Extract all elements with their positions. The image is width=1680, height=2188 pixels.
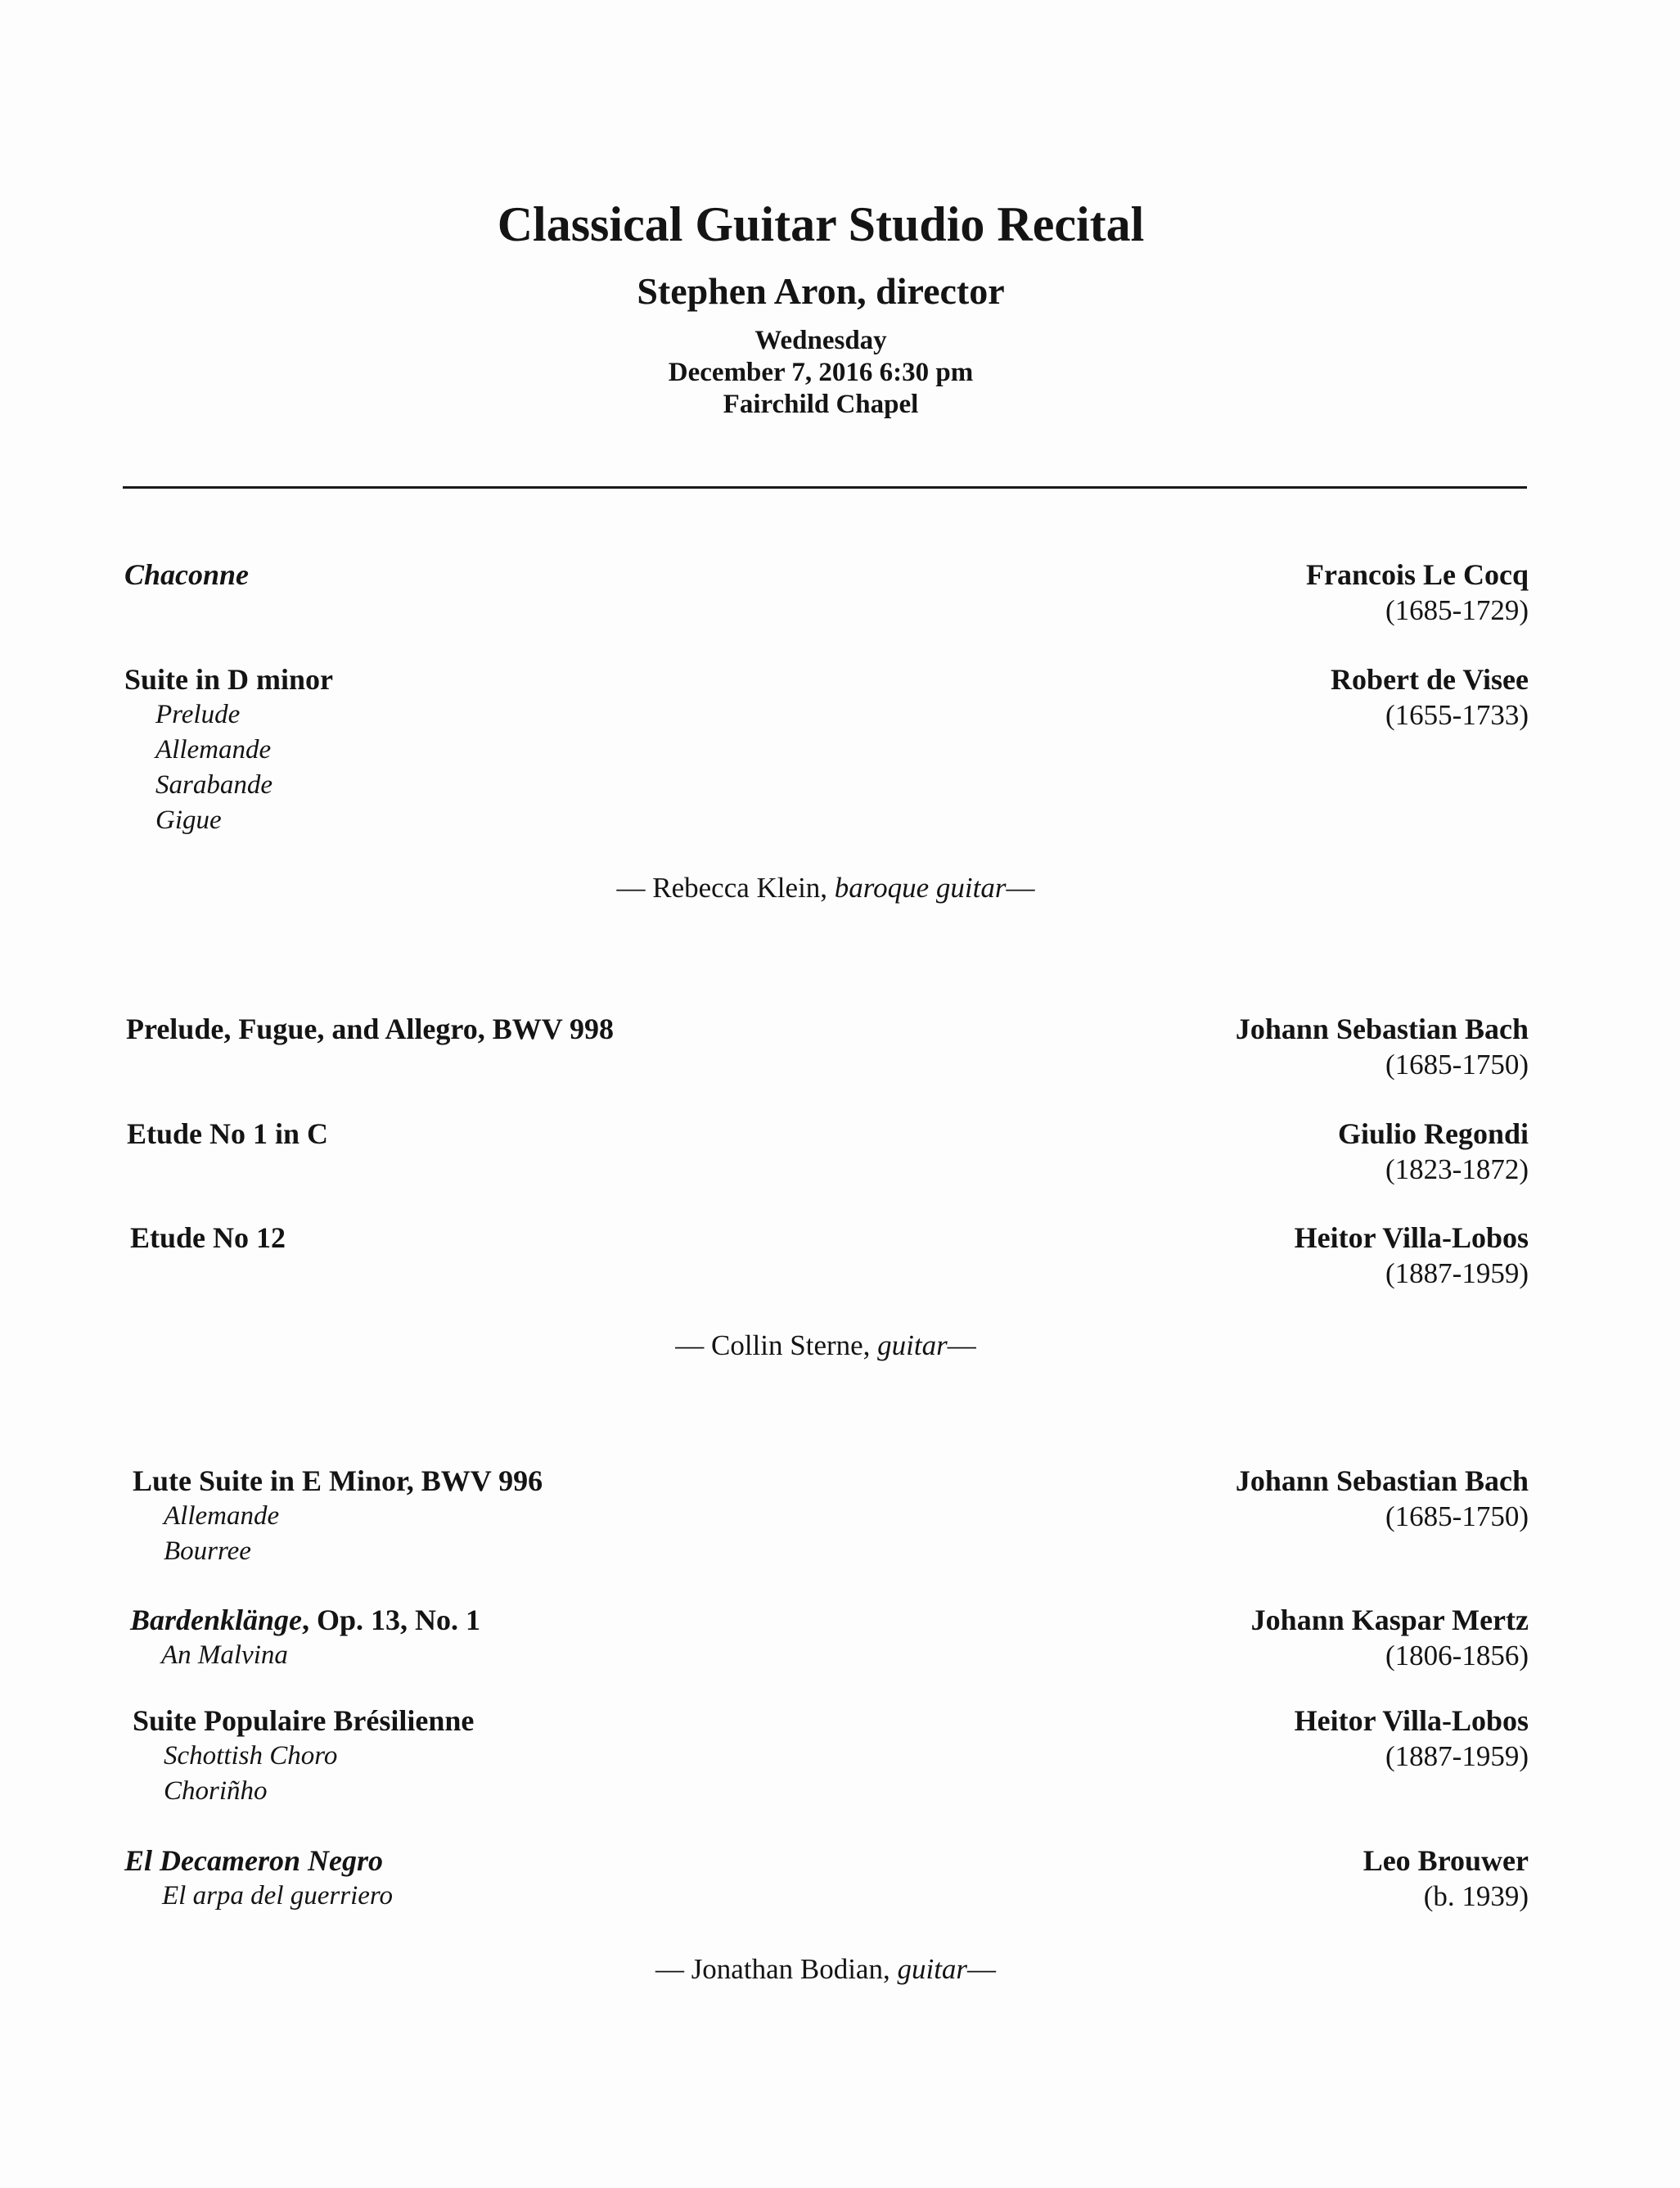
- piece-work: [130, 1220, 286, 1256]
- movement: Sarabande: [155, 770, 272, 800]
- piece-work: [133, 1464, 543, 1569]
- piece-title: [124, 557, 249, 593]
- piece-composer: [1236, 1464, 1529, 1535]
- piece-composer: [1295, 1220, 1529, 1292]
- piece-title: Lute Suite in E Minor, BWV 996: [133, 1464, 543, 1497]
- piece-work: [124, 662, 333, 838]
- piece-work: [124, 1843, 393, 1914]
- composer-dates: (1685-1729): [1385, 594, 1529, 626]
- piece-title: Prelude, Fugue, and Allegro, BWV 998: [126, 1013, 615, 1045]
- movement: Allemande: [164, 1501, 280, 1531]
- movement: El arpa del guerriero: [162, 1881, 393, 1911]
- performer-trail-dash: —: [947, 1329, 976, 1361]
- piece-title: Suite in D minor: [124, 663, 334, 696]
- composer-name: Francois Le Cocq: [1306, 558, 1529, 591]
- movement: Prelude: [155, 700, 241, 729]
- composer-dates: (1887-1959): [1385, 1740, 1529, 1772]
- movement: Choriñho: [164, 1776, 268, 1806]
- composer-dates: (1887-1959): [1385, 1257, 1529, 1289]
- piece-title-italic: Chaconne: [124, 558, 250, 591]
- piece-title: [124, 1843, 393, 1879]
- event-day: Wednesday: [754, 326, 887, 355]
- recital-title: Classical Guitar Studio Recital: [497, 197, 1145, 251]
- piece-composer: [1363, 1843, 1529, 1915]
- piece-title: Etude No 12: [130, 1221, 286, 1254]
- composer-dates: (b. 1939): [1423, 1880, 1529, 1912]
- piece-row: [126, 1012, 1529, 1083]
- movement: An Malvina: [161, 1640, 288, 1670]
- performer-instrument: guitar: [897, 1953, 968, 1985]
- piece-title: Suite Populaire Brésilienne: [133, 1704, 475, 1737]
- performer-line: [123, 1328, 1529, 1363]
- composer-name: Leo Brouwer: [1362, 1844, 1529, 1877]
- event-venue: Fairchild Chapel: [723, 390, 919, 419]
- movement: Schottish Choro: [164, 1741, 338, 1771]
- piece-row: [124, 1843, 1529, 1915]
- performer-trail-dash: —: [1006, 872, 1035, 904]
- performer-line: [123, 1951, 1529, 1987]
- performer-name: — Rebecca Klein,: [616, 872, 835, 904]
- performer-instrument: guitar: [877, 1329, 948, 1361]
- piece-title-italic: Bardenklänge: [130, 1604, 303, 1636]
- composer-dates: (1806-1856): [1385, 1640, 1529, 1671]
- composer-name: Johann Sebastian Bach: [1235, 1013, 1529, 1045]
- performer-line: [123, 870, 1529, 905]
- composer-dates: (1655-1733): [1385, 699, 1529, 731]
- piece-work: [130, 1603, 480, 1673]
- event-date-time: December 7, 2016 6:30 pm: [668, 358, 974, 387]
- piece-row: [130, 1220, 1529, 1292]
- piece-composer: [1295, 1703, 1529, 1775]
- piece-row: [124, 662, 1529, 838]
- piece-work: [124, 557, 249, 593]
- piece-title-italic: El Decameron Negro: [124, 1844, 383, 1877]
- performer-trail-dash: —: [967, 1953, 997, 1985]
- header-divider: [123, 486, 1527, 489]
- performer-instrument: baroque guitar: [834, 872, 1007, 904]
- piece-composer: [1251, 1603, 1529, 1674]
- piece-composer: [1338, 1117, 1529, 1188]
- piece-work: [133, 1703, 474, 1809]
- piece-composer: [1236, 1012, 1529, 1083]
- movement: Bourree: [164, 1536, 251, 1566]
- composer-name: Heitor Villa-Lobos: [1294, 1221, 1529, 1254]
- composer-name: Robert de Visee: [1331, 663, 1529, 696]
- piece-work: [126, 1012, 614, 1047]
- director-line: Stephen Aron, director: [637, 270, 1005, 312]
- composer-name: Heitor Villa-Lobos: [1294, 1704, 1529, 1737]
- event-details: [123, 325, 1519, 421]
- piece-title: Etude No 1 in C: [127, 1117, 329, 1150]
- composer-dates: (1823-1872): [1385, 1153, 1529, 1185]
- piece-row: [133, 1703, 1529, 1809]
- piece-row: [127, 1117, 1529, 1188]
- movement: Gigue: [155, 805, 222, 835]
- composer-name: Johann Kaspar Mertz: [1250, 1604, 1529, 1636]
- performer-name: — Collin Sterne,: [675, 1329, 878, 1361]
- piece-composer: [1331, 662, 1529, 733]
- composer-dates: (1685-1750): [1385, 1500, 1529, 1532]
- composer-name: Giulio Regondi: [1337, 1117, 1529, 1150]
- piece-row: [130, 1603, 1529, 1674]
- piece-row: [133, 1464, 1529, 1569]
- piece-composer: [1306, 557, 1529, 629]
- piece-row: [124, 557, 1529, 629]
- movement: Allemande: [155, 735, 272, 765]
- composer-dates: (1685-1750): [1385, 1049, 1529, 1080]
- piece-title-opus: , Op. 13, No. 1: [302, 1604, 481, 1636]
- composer-name: Johann Sebastian Bach: [1235, 1464, 1529, 1497]
- performer-name: — Jonathan Bodian,: [655, 1953, 898, 1985]
- piece-work: [127, 1117, 328, 1152]
- piece-title: [130, 1603, 480, 1638]
